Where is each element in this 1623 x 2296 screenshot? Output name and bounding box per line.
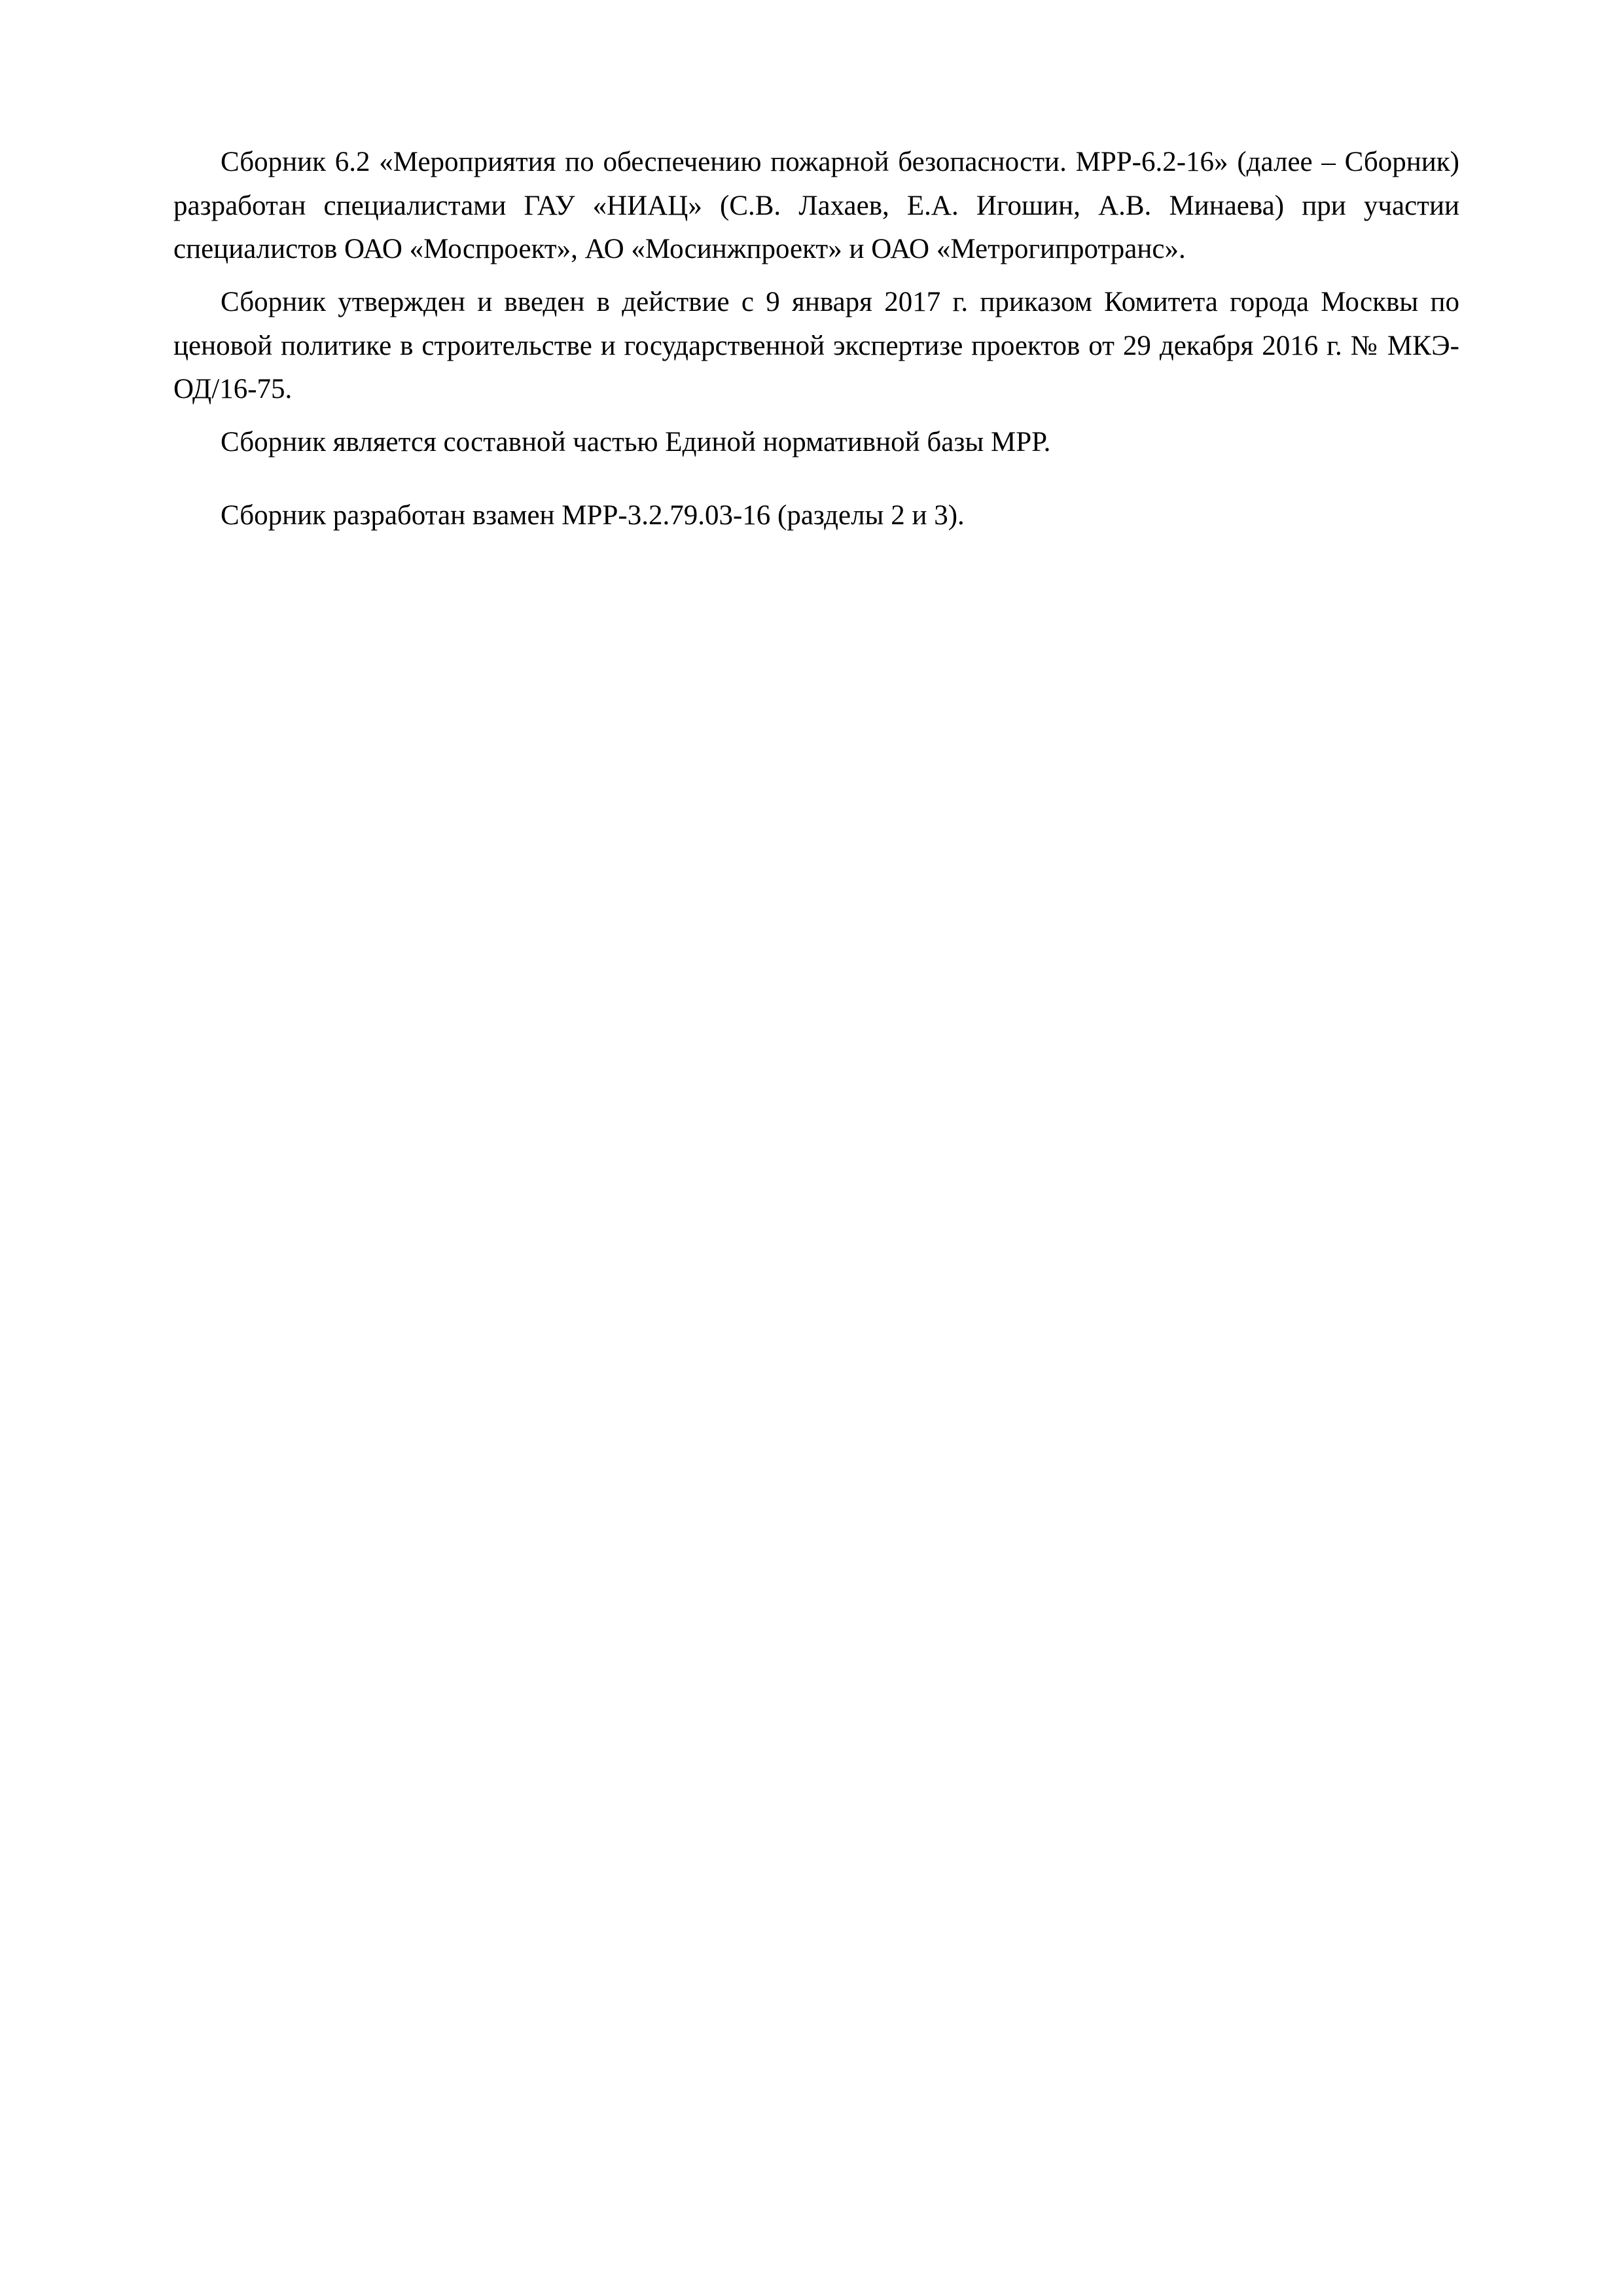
paragraph-spacer	[173, 412, 1459, 421]
paragraph-spacer	[173, 464, 1459, 494]
paragraph-spacer	[173, 272, 1459, 281]
paragraph-replaces: Сборник разработан взамен МРР-3.2.79.03-16 (разделы 2 и 3).	[221, 500, 965, 531]
paragraph-part-of-base: Сборник является составной частью Единой нормативной базы МРР.	[221, 426, 1051, 457]
document-body	[173, 141, 1459, 538]
paragraph-approval: Сборник утвержден и введен в действие с 9 января 2017 г. приказом Комитета города Москвы по ценовой политике в строительстве и государственной экспертизе проектов от 29 декабря 2016 г. № МКЭ-ОД/16-75.	[173, 286, 1459, 405]
paragraph-intro-authors: Сборник 6.2 «Мероприятия по обеспечению пожарной безопасности. МРР-6.2-16» (далее – Сборник) разработан специалистами ГАУ «НИАЦ» (С.В. Лахаев, Е.А. Игошин, А.В. Минаева) при участии специалистов ОАО «Моспроект», АО «Мосинжпроект» и ОАО «Метрогипротранс».	[173, 147, 1459, 265]
